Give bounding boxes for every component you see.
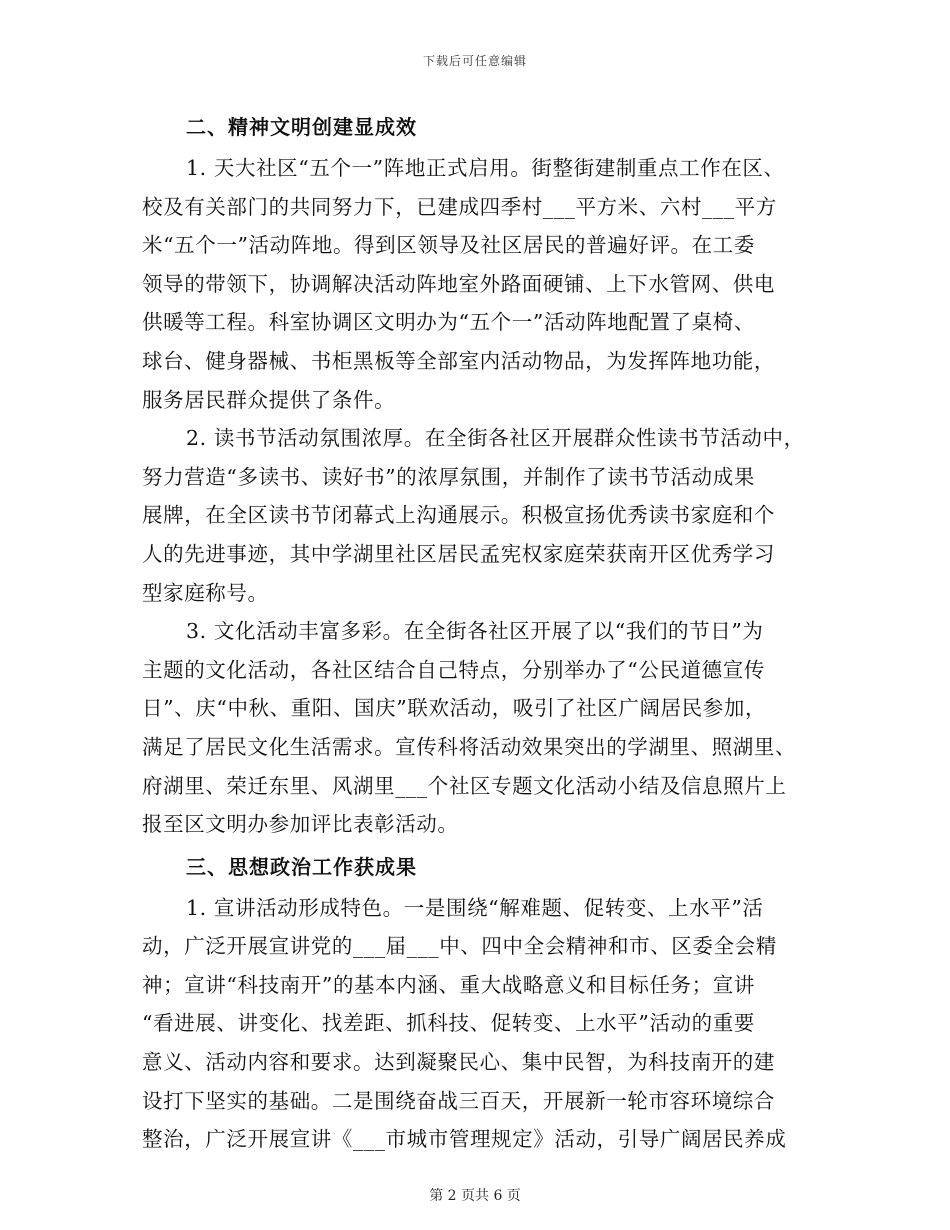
section-heading: 三、思想政治工作获成果	[186, 854, 417, 879]
text-line: 2. 读书节活动氛围浓厚。在全街各社区开展群众性读书节活动中，	[186, 426, 805, 451]
paragraph	[142, 612, 812, 844]
document-body	[142, 106, 812, 1159]
text-line: 整治，广泛开展宣讲《___市城市管理规定》活动，引导广阔居民养成	[142, 1127, 787, 1152]
page-header: 下载后可任意编辑	[422, 54, 527, 68]
text-line: 满足了居民文化生活需求。宣传科将活动效果突出的学湖里、照湖里、	[142, 734, 797, 759]
text-line: 努力营造“多读书、读好书”的浓厚氛围，并制作了读书节活动成果	[142, 464, 755, 489]
text-line: 球台、健身器械、书柜黑板等全部室内活动物品，为发挥阵地功能，	[142, 348, 775, 373]
text-line: “看进展、讲变化、找差距、抓科技、促转变、上水平”活动的重要	[142, 1011, 755, 1036]
text-line: 1. 宣讲活动形成特色。一是围绕“解难题、促转变、上水平”活	[186, 895, 764, 920]
text-line: 服务居民群众提供了条件。	[142, 387, 396, 412]
text-line: 神；宣讲“科技南开”的基本内涵、重大战略意义和目标任务；宣讲	[142, 972, 755, 997]
text-line: 动，广泛开展宣讲党的___届___中、四中全会精神和市、区委全会精	[142, 934, 777, 959]
text-line: 报至区文明办参加评比表彰活动。	[142, 812, 459, 837]
text-line: 3. 文化活动丰富多彩。在全街各社区开展了以“我们的节日”为	[186, 619, 764, 644]
text-line: 领导的带领下，协调解决活动阵地室外路面硬铺、上下水管网、供电	[142, 271, 775, 296]
page-footer: 第 2 页共 6 页	[429, 1188, 521, 1204]
text-line: 校及有关部门的共同努力下，已建成四季村___平方米、六村___平方	[142, 194, 777, 219]
text-line: 米“五个一”活动阵地。得到区领导及社区居民的普遍好评。在工委	[142, 233, 755, 258]
text-line: 型家庭称号。	[142, 580, 269, 605]
paragraph	[142, 419, 812, 612]
text-line: 展牌，在全区读书节闭幕式上沟通展示。积极宣扬优秀读书家庭和个	[142, 503, 775, 528]
text-line: 1. 天大社区“五个一”阵地正式启用。街整街建制重点工作在区、	[186, 156, 785, 180]
text-line: 府湖里、荣迁东里、风湖里___个社区专题文化活动小结及信息照片上	[142, 773, 787, 798]
text-line: 人的先进事迹，其中学湖里社区居民孟宪权家庭荣获南开区优秀学习	[142, 541, 775, 566]
text-line: 意义、活动内容和要求。达到凝聚民心、集中民智，为科技南开的建	[142, 1050, 775, 1075]
text-line: 日”、庆“中秋、重阳、国庆”联欢活动，吸引了社区广阔居民参加，	[142, 696, 767, 721]
paragraph	[142, 149, 812, 419]
text-line: 设打下坚实的基础。二是围绕奋战三百天，开展新一轮市容环境综合	[142, 1088, 775, 1113]
paragraph	[142, 889, 812, 1159]
text-line: 供暖等工程。科室协调区文明办为“五个一”活动阵地配置了桌椅、	[142, 310, 755, 335]
section-heading: 二、精神文明创建显成效	[186, 115, 417, 139]
text-line: 主题的文化活动，各社区结合自己特点，分别举办了“公民道德宣传	[142, 657, 765, 682]
